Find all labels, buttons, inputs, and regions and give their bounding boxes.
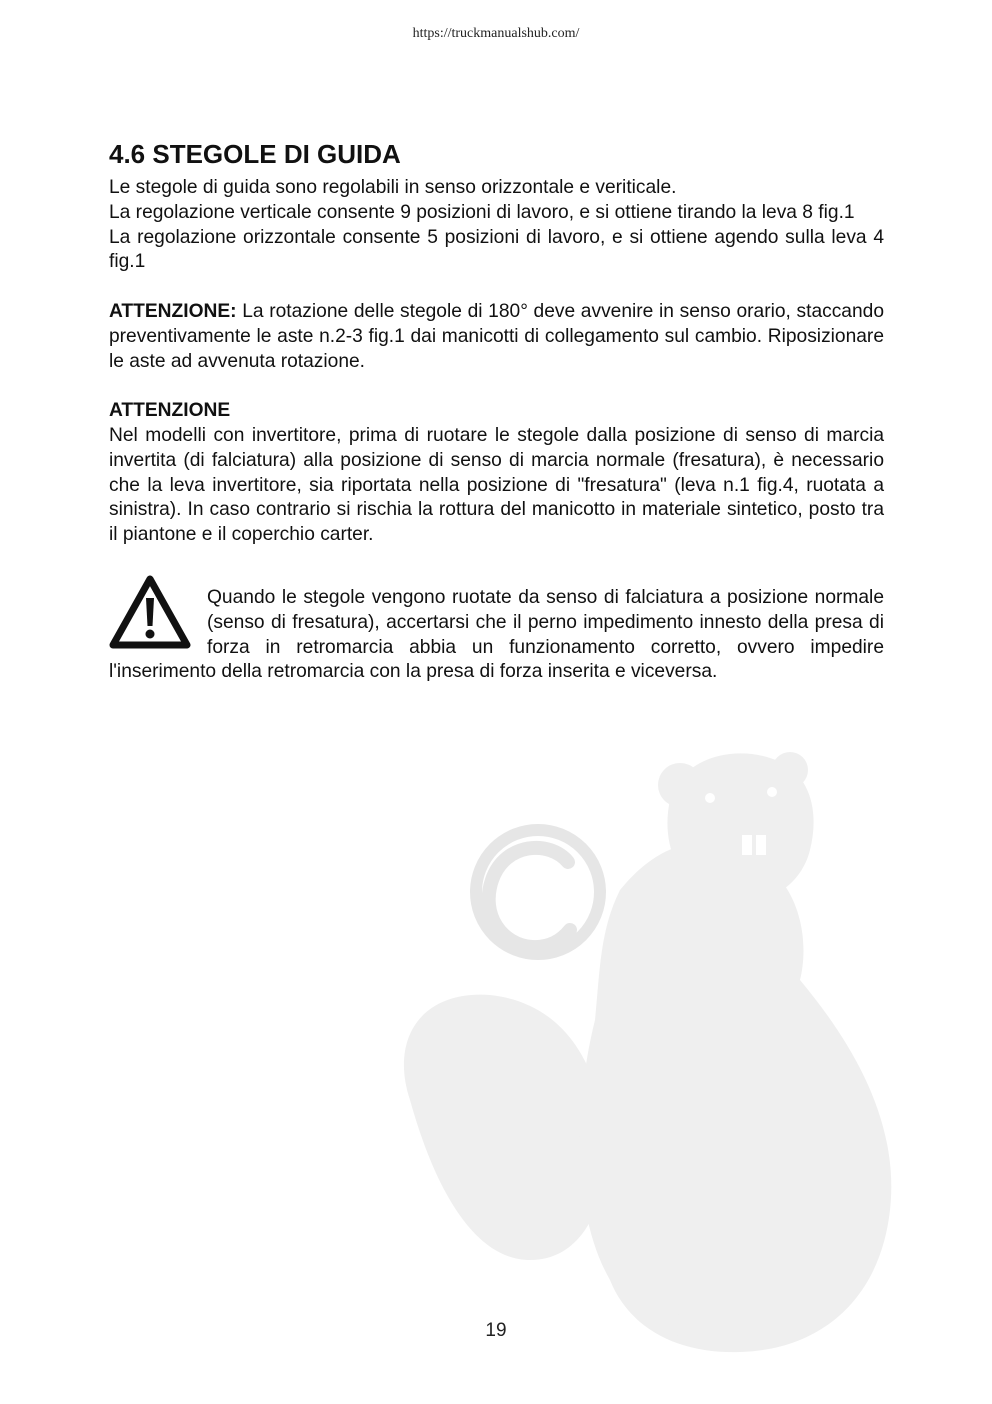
document-body	[109, 138, 884, 685]
intro-line-2: La regolazione verticale consente 9 posizioni di lavoro, e si ottiene tirando la leva 8 fig.1	[109, 201, 855, 223]
intro-line-1: Le stegole di guida sono regolabili in senso orizzontale e veriticale.	[109, 177, 677, 198]
warning-triangle-icon	[109, 574, 191, 650]
source-url: https://truckmanualshub.com/	[412, 26, 580, 41]
warning-block	[109, 586, 884, 685]
attention-paragraph-1	[109, 300, 884, 374]
attention-text-1: La rotazione delle stegole di 180° deve avvenire in senso orario, staccando preventivamente le aste n.2-3 fig.1 dai manicotti di collegamento sul cambio. Riposizionare le aste ad avvenuta rotazione.	[109, 300, 884, 372]
attention-label-2: ATTENZIONE	[109, 400, 231, 422]
attention-text-2: Nel modelli con invertitore, prima di ruotare le stegole dalla posizione di senso di marcia invertita (di falciatura) alla posizione di senso di marcia normale (fresatura), è necessario che la leva invertitore, sia riportata nella posizione di "fresatura" (leva n.1 fig.4, ruotata a sinistra). In caso contrario si rischia la rottura del manicotto in materiale sintetico, posto tra il piantone e il coperchio carter.	[109, 424, 884, 546]
beaver-watermark-icon	[380, 740, 920, 1360]
warning-text: Quando le stegole vengono ruotate da senso di falciatura a posizione normale (senso di fresatura), accertarsi che il perno impedimento innesto della presa di forza in retromarcia abbia un funzionamento corretto, ovvero impedire l'inserimento della retromarcia con la presa di forza inserita e viceversa.	[109, 586, 884, 683]
attention-label-1: ATTENZIONE:	[109, 300, 237, 322]
section-title: 4.6 STEGOLE DI GUIDA	[109, 139, 401, 169]
page-number: 19	[485, 1320, 507, 1341]
intro-line-3: La regolazione orizzontale consente 5 posizioni di lavoro, e si ottiene agendo sulla leva 4 fig.1	[109, 226, 884, 273]
